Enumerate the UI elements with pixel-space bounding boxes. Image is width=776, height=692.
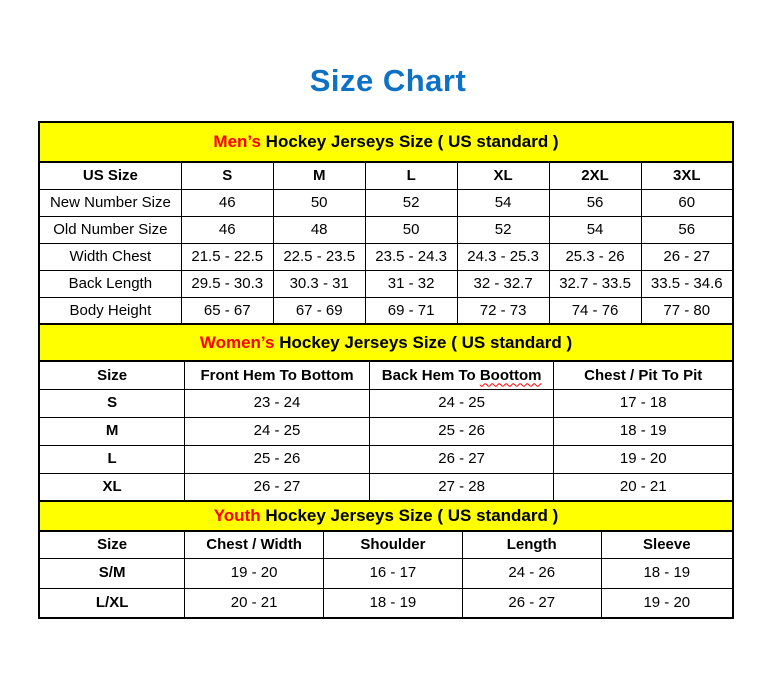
mens-row-body-height (39, 297, 733, 324)
size-tables-container (38, 121, 734, 619)
size-cell: 25 - 26 (185, 445, 370, 473)
size-cell: 74 - 76 (549, 297, 641, 324)
womens-band-row (39, 324, 733, 361)
size-cell: 60 (641, 189, 733, 216)
row-label: Width Chest (39, 243, 181, 270)
size-cell: 20 - 21 (185, 588, 324, 618)
size-cell: 19 - 20 (185, 558, 324, 588)
youth-col-header-shoulder: Shoulder (324, 531, 463, 558)
womens-col-header-back-hem (369, 361, 554, 389)
size-cell: 33.5 - 34.6 (641, 270, 733, 297)
size-cell: 24.3 - 25.3 (457, 243, 549, 270)
womens-band-highlight: Women’s (199, 332, 275, 352)
size-cell: 31 - 32 (365, 270, 457, 297)
size-cell: 24 - 25 (185, 417, 370, 445)
mens-header-row (39, 162, 733, 189)
youth-row-sm (39, 558, 733, 588)
size-cell: 77 - 80 (641, 297, 733, 324)
mens-size-table (38, 121, 734, 325)
size-cell: 67 - 69 (273, 297, 365, 324)
youth-col-header-length: Length (462, 531, 601, 558)
size-cell: 32.7 - 33.5 (549, 270, 641, 297)
row-label: XL (39, 473, 185, 501)
size-cell: 16 - 17 (324, 558, 463, 588)
mens-row-old-number-size (39, 216, 733, 243)
womens-row-m (39, 417, 733, 445)
row-label: Back Length (39, 270, 181, 297)
womens-size-table (38, 323, 734, 502)
womens-header-row (39, 361, 733, 389)
size-cell: 26 - 27 (462, 588, 601, 618)
youth-band-highlight: Youth (213, 506, 261, 526)
size-cell: 18 - 19 (554, 417, 733, 445)
row-label: M (39, 417, 185, 445)
womens-row-xl (39, 473, 733, 501)
row-label: New Number Size (39, 189, 181, 216)
size-cell: 48 (273, 216, 365, 243)
mens-band-title (39, 122, 733, 162)
size-cell: 18 - 19 (601, 558, 733, 588)
youth-col-header-chest-width: Chest / Width (185, 531, 324, 558)
size-cell: 23 - 24 (185, 389, 370, 417)
size-cell: 18 - 19 (324, 588, 463, 618)
size-cell: 21.5 - 22.5 (181, 243, 273, 270)
size-cell: 24 - 26 (462, 558, 601, 588)
size-cell: 52 (457, 216, 549, 243)
row-label: Old Number Size (39, 216, 181, 243)
womens-band-text: Hockey Jerseys Size ( US standard ) (274, 332, 573, 352)
mens-band-text: Hockey Jerseys Size ( US standard ) (260, 132, 559, 152)
mens-row-width-chest (39, 243, 733, 270)
size-cell: 56 (641, 216, 733, 243)
size-cell: 25.3 - 26 (549, 243, 641, 270)
size-cell: 27 - 28 (369, 473, 554, 501)
womens-band-title (39, 324, 733, 361)
womens-row-s (39, 389, 733, 417)
row-label: L/XL (39, 588, 185, 618)
size-cell: 25 - 26 (369, 417, 554, 445)
size-cell: 54 (549, 216, 641, 243)
row-label: Body Height (39, 297, 181, 324)
mens-col-header-us-size: US Size (39, 162, 181, 189)
youth-row-lxl (39, 588, 733, 618)
row-label: L (39, 445, 185, 473)
mens-row-back-length (39, 270, 733, 297)
youth-size-table (38, 500, 734, 619)
size-cell: 65 - 67 (181, 297, 273, 324)
womens-col-header-front-hem: Front Hem To Bottom (185, 361, 370, 389)
youth-header-row (39, 531, 733, 558)
row-label: S/M (39, 558, 185, 588)
back-hem-misspelled-word: Boottom (479, 366, 542, 384)
size-cell: 30.3 - 31 (273, 270, 365, 297)
mens-col-header-l: L (365, 162, 457, 189)
size-cell: 52 (365, 189, 457, 216)
youth-band-row (39, 501, 733, 531)
size-cell: 29.5 - 30.3 (181, 270, 273, 297)
mens-col-header-2xl: 2XL (549, 162, 641, 189)
size-cell: 17 - 18 (554, 389, 733, 417)
size-cell: 46 (181, 189, 273, 216)
page-title: Size Chart (309, 63, 467, 98)
youth-col-header-sleeve: Sleeve (601, 531, 733, 558)
womens-col-header-chest: Chest / Pit To Pit (554, 361, 733, 389)
size-cell: 26 - 27 (641, 243, 733, 270)
size-cell: 50 (273, 189, 365, 216)
mens-row-new-number-size (39, 189, 733, 216)
size-cell: 19 - 20 (601, 588, 733, 618)
back-hem-prefix: Back Hem To (381, 366, 480, 384)
womens-col-header-size: Size (39, 361, 185, 389)
size-cell: 72 - 73 (457, 297, 549, 324)
youth-band-text: Hockey Jerseys Size ( US standard ) (260, 506, 559, 526)
mens-col-header-3xl: 3XL (641, 162, 733, 189)
size-cell: 26 - 27 (185, 473, 370, 501)
mens-col-header-m: M (273, 162, 365, 189)
size-cell: 32 - 32.7 (457, 270, 549, 297)
youth-band-title (39, 501, 733, 531)
mens-band-highlight: Men’s (213, 132, 261, 152)
size-cell: 50 (365, 216, 457, 243)
mens-band-row (39, 122, 733, 162)
row-label: S (39, 389, 185, 417)
size-cell: 22.5 - 23.5 (273, 243, 365, 270)
youth-col-header-size: Size (39, 531, 185, 558)
size-cell: 23.5 - 24.3 (365, 243, 457, 270)
size-cell: 24 - 25 (369, 389, 554, 417)
mens-col-header-xl: XL (457, 162, 549, 189)
size-cell: 56 (549, 189, 641, 216)
size-cell: 69 - 71 (365, 297, 457, 324)
size-cell: 46 (181, 216, 273, 243)
size-cell: 26 - 27 (369, 445, 554, 473)
size-cell: 54 (457, 189, 549, 216)
womens-row-l (39, 445, 733, 473)
size-cell: 19 - 20 (554, 445, 733, 473)
size-cell: 20 - 21 (554, 473, 733, 501)
mens-col-header-s: S (181, 162, 273, 189)
